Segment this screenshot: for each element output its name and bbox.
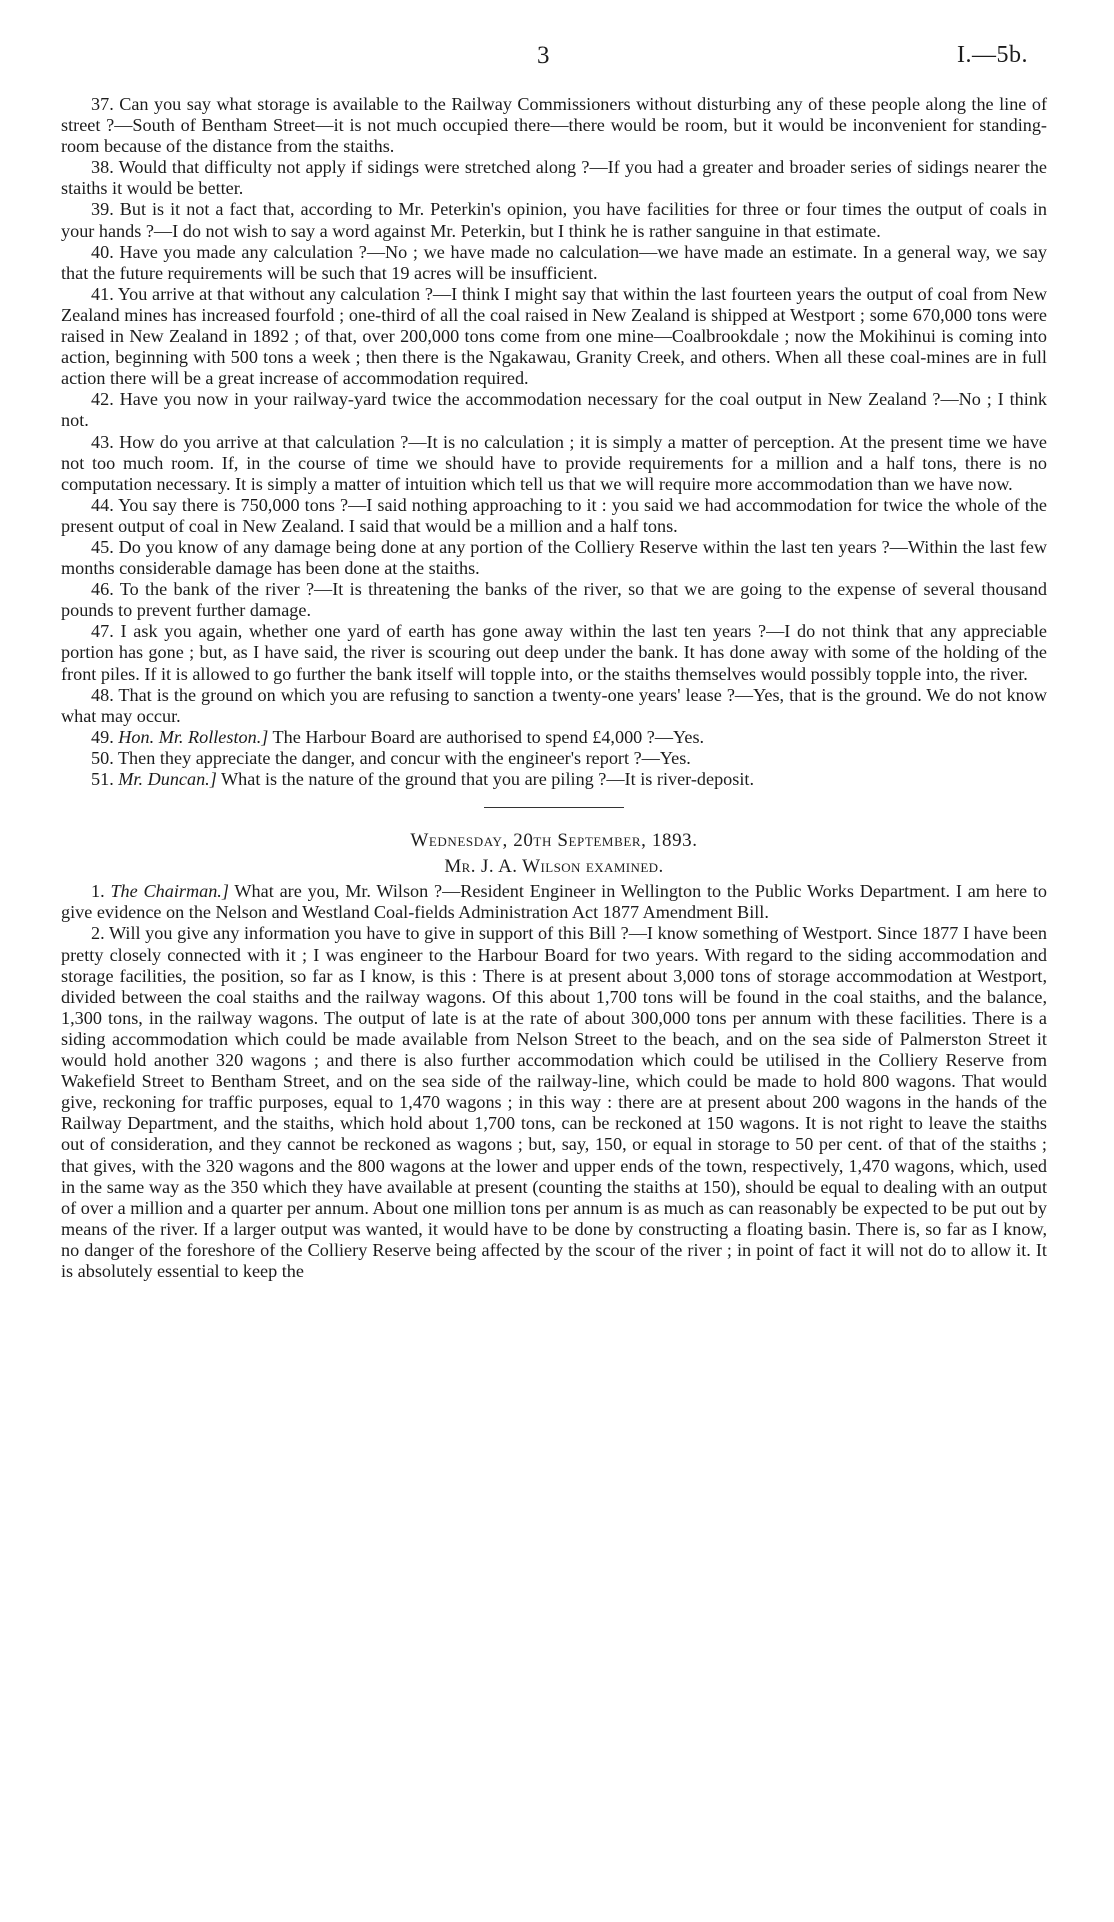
page-reference: I.—5b. (957, 42, 1028, 68)
speaker-label: Hon. Mr. Rolleston.] (118, 726, 269, 747)
evidence-section-2 (61, 881, 1047, 1282)
question-42: 42. Have you now in your railway-yard twice the accommodation necessary for the coal output in New Zealand ?—No ; I think not. (61, 389, 1047, 431)
question-48: 48. That is the ground on which you are refusing to sanction a twenty-one years' lease ?—Yes, that is the ground. We do not know what may occur. (61, 684, 1047, 726)
question-number: 49. (91, 726, 114, 747)
question-47: 47. I ask you again, whether one yard of earth has gone away within the last ten years ?—I do not think that any appreciable portion has gone ; but, as I have said, the river is scouring out deep under the bank. It has done away with some of the holding of the front piles. If it is allowed to go further the bank itself will topple into, or the staiths themselves would possibly topple into, the river. (61, 621, 1047, 684)
question-41: 41. You arrive at that without any calculation ?—I think I might say that within the last fourteen years the output of coal from New Zealand mines has increased fourfold ; one-third of all the coal raised in New Zealand is shipped at Westport ; some 670,000 tons were raised in New Zealand in 1892 ; of that, over 200,000 tons come from one mine—Coalbrookdale ; now the Mokihinui is coming into action, beginning with 500 tons a week ; then there is the Ngakawau, Granity Creek, and others. When all these coal-mines are in full action there will be a great increase of accommodation required. (61, 283, 1047, 389)
question-46: 46. To the bank of the river ?—It is threatening the banks of the river, so that we are going to the expense of several thousand pounds to prevent further damage. (61, 579, 1047, 621)
page-number: 3 (537, 42, 550, 69)
question-45: 45. Do you know of any damage being done at any portion of the Colliery Reserve within the last ten years ?—Within the last few months considerable damage has been done at the staiths. (61, 536, 1047, 579)
question-51 (61, 769, 1047, 790)
question-number: 1. (91, 881, 105, 902)
question-1 (61, 881, 1047, 923)
question-43: 43. How do you arrive at that calculation ?—It is no calculation ; it is simply a matter of perception. At the present time we have not too much room. If, in the course of time we should have to provide requirements for a million and a half tons, there is no computation necessary. It is simply a matter of intuition which tell us that we will require more accommodation than we have now. (61, 431, 1047, 494)
witness-heading: Mr. J. A. Wilson examined. (444, 856, 664, 878)
question-2: 2. Will you give any information you have to give in support of this Bill ?—I know something of Westport. Since 1877 I have been pretty closely connected with it ; I was engineer to the Harbour Board for two years. With regard to the siding accommodation and storage facilities, the position, so far as I know, is this : There is at present about 3,000 tons of storage accommodation at Westport, divided between the coal staiths and the railway wagons. Of this about 1,700 tons will be found in the coal staiths, and the balance, 1,300 tons, in the railway wagons. The output of late is at the rate of about 300,000 tons per annum with these facilities. There is a siding accommodation which could be made available from Nelson Street to the beach, and on the sea side of Palmerston Street it would hold another 320 wagons ; and there is also further accommodation which could be utilised in the Colliery Reserve from Wakefield Street to Bentham Street, and on the sea side of the railway-line, which could be made to hold 800 wagons. That would give, reckoning for traffic purposes, equal to 1,470 wagons ; in this way : there are at present about 200 wagons in the hands of the Railway Department, and the staiths, which hold about 1,700 tons, can be reckoned at 150 wagons. It is not right to leave the staiths out of consideration, and they cannot be reckoned as wagons ; but, say, 150, or equal in storage to 50 per cent. of that of the staiths ; that gives, with the 320 wagons and the 800 wagons at the lower and upper ends of the town, respectively, 1,470 wagons, which, used in the same way as the 350 which they have available at present (counting the staiths at 150), should be equal to dealing with an output of over a million and a quarter per annum. About one million tons per annum is as much as can reasonably be expected to be put out by means of the river. If a larger output was wanted, it would have to be done by constructing a floating basin. There is, so far as I know, no danger of the foreshore of the Colliery Reserve being affected by the scour of the river ; in point of fact it will not do to allow it. It is absolutely essential to keep the (61, 923, 1047, 1281)
section-divider (484, 807, 624, 808)
question-44: 44. You say there is 750,000 tons ?—I said nothing approaching to it : you said we had accommodation for twice the whole of the present output of coal in New Zealand. I said that would be a million and a half tons. (61, 494, 1047, 536)
question-38: 38. Would that difficulty not apply if sidings were stretched along ?—If you had a greater and broader series of sidings nearer the staiths it would be better. (61, 157, 1047, 199)
question-40: 40. Have you made any calculation ?—No ; we have made no calculation—we have made an estimate. In a general way, we say that the future requirements will be such that 19 acres will be insufficient. (61, 241, 1047, 283)
question-50: 50. Then they appreciate the danger, and concur with the engineer's report ?—Yes. (91, 747, 691, 768)
question-text: What is the nature of the ground that you are piling ?—It is river-deposit. (216, 769, 755, 789)
question-text: The Harbour Board are authorised to spend £4,000 ?—Yes. (268, 726, 705, 747)
question-39: 39. But is it not a fact that, according to Mr. Peterkin's opinion, you have facilities for three or four times the output of coals in your hands ?—I do not wish to say a word against Mr. Peterkin, but I think he is rather sanguine in that estimate. (61, 199, 1047, 241)
evidence-section-1 (61, 94, 1047, 790)
question-49 (61, 727, 1047, 748)
session-date: Wednesday, 20th September, 1893. (410, 830, 698, 852)
question-37: 37. Can you say what storage is available to the Railway Commissioners without disturbing any of these people along the line of street ?—South of Bentham Street—it is not much occupied there—there would be room, but it would be inconvenient for standing-room because of the distance from the staiths. (61, 94, 1047, 157)
question-text: What are you, Mr. Wilson ?—Resident Engineer in Wellington to the Public Works Department. I am here to give evidence on the Nelson and Westland Coal-fields Administration Act 1877 Amendment Bill. (61, 881, 1047, 923)
question-number: 51. (91, 769, 114, 789)
speaker-label: Mr. Duncan.] (118, 769, 217, 789)
document-body (61, 94, 1047, 1282)
speaker-label: The Chairman.] (110, 881, 229, 902)
